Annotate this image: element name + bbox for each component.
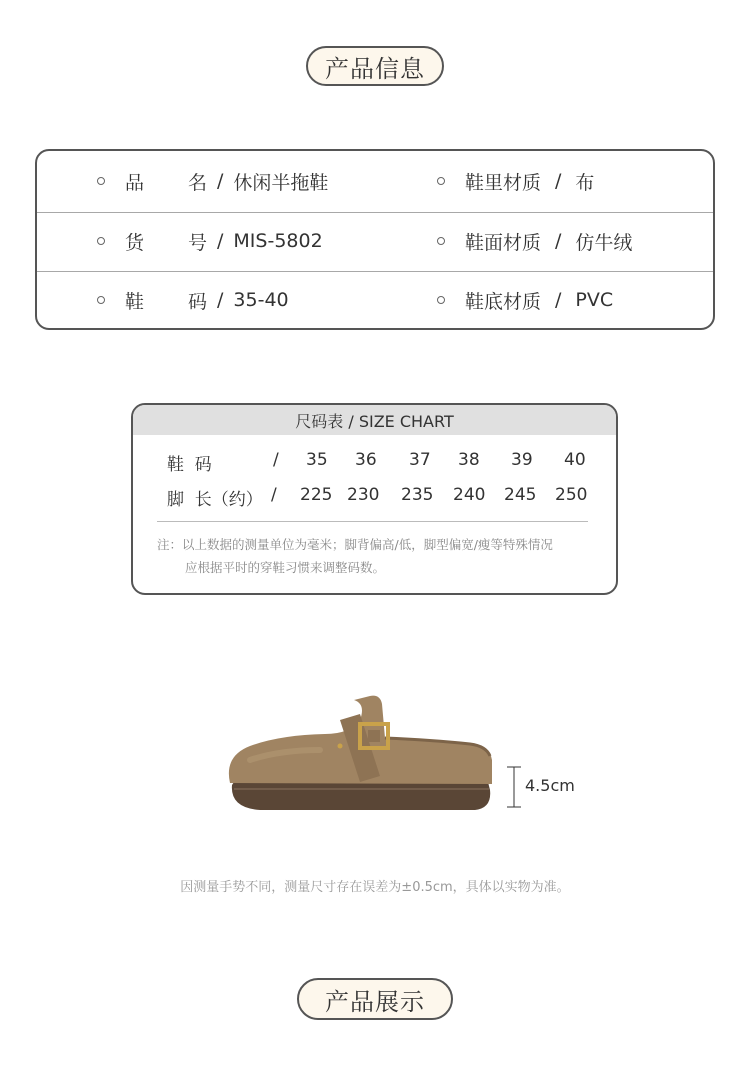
section-title-text: 产品信息 <box>325 54 425 83</box>
bullet-icon <box>437 237 445 245</box>
size-value: 39 <box>511 450 533 470</box>
separator: / <box>555 170 562 192</box>
info-cell-right <box>437 213 632 269</box>
info-cell-left <box>97 213 323 269</box>
separator: / <box>217 289 224 311</box>
info-value: 布 <box>575 171 595 194</box>
info-cell-right <box>437 153 594 209</box>
size-note <box>157 533 597 579</box>
size-value: 35 <box>306 450 328 470</box>
size-row-label: 鞋 码 <box>167 455 212 475</box>
section-title-product-display <box>297 978 453 1020</box>
size-row <box>133 446 616 476</box>
note-line: 应根据平时的穿鞋习惯来调整码数。 <box>185 560 386 575</box>
info-label: 品名 <box>125 171 207 194</box>
bullet-icon <box>97 177 105 185</box>
separator: / <box>217 230 224 252</box>
length-value: 240 <box>453 485 486 505</box>
length-value: 235 <box>401 485 434 505</box>
product-image-clog <box>220 690 510 820</box>
info-value: MIS-5802 <box>233 230 323 252</box>
separator: / <box>555 230 562 252</box>
info-cell-right <box>437 272 613 328</box>
divider <box>157 521 588 522</box>
bullet-icon <box>97 296 105 304</box>
info-row <box>37 271 713 328</box>
bullet-icon <box>437 296 445 304</box>
size-value: 38 <box>458 450 480 470</box>
separator: / <box>555 289 562 311</box>
size-value: 37 <box>409 450 431 470</box>
size-chart-title: 尺码表 / SIZE CHART <box>133 405 616 435</box>
length-value: 245 <box>504 485 537 505</box>
info-value: 休闲半拖鞋 <box>233 171 329 194</box>
size-chart <box>131 403 618 595</box>
info-value: 35-40 <box>233 289 289 311</box>
section-title-product-info <box>306 46 444 86</box>
bullet-icon <box>437 177 445 185</box>
height-indicator-icon <box>505 766 525 808</box>
info-label: 鞋里材质 <box>465 171 542 194</box>
separator: / <box>271 485 277 505</box>
note-line: 注：以上数据的测量单位为毫米；脚背偏高/低，脚型偏宽/瘦等特殊情况 <box>157 537 553 552</box>
height-label: 4.5cm <box>525 776 575 795</box>
length-value: 250 <box>555 485 588 505</box>
length-value: 225 <box>300 485 333 505</box>
size-value: 40 <box>564 450 586 470</box>
length-row <box>133 481 616 511</box>
info-cell-left <box>97 272 289 328</box>
info-label: 鞋码 <box>125 290 207 313</box>
info-label: 货号 <box>125 231 207 254</box>
length-row-label: 脚 长（约） <box>167 490 263 510</box>
separator: / <box>273 450 279 470</box>
info-label: 鞋面材质 <box>465 231 542 254</box>
separator: / <box>217 170 224 192</box>
product-info-table <box>35 149 715 330</box>
info-row <box>37 153 713 209</box>
bullet-icon <box>97 237 105 245</box>
section-title-text: 产品展示 <box>325 987 425 1016</box>
info-cell-left <box>97 153 328 209</box>
info-value: PVC <box>575 289 614 311</box>
info-label: 鞋底材质 <box>465 290 542 313</box>
measurement-disclaimer: 因测量手势不同，测量尺寸存在误差为±0.5cm，具体以实物为准。 <box>180 880 570 895</box>
length-value: 230 <box>347 485 380 505</box>
info-value: 仿牛绒 <box>575 231 633 254</box>
info-row <box>37 212 713 269</box>
size-value: 36 <box>355 450 377 470</box>
